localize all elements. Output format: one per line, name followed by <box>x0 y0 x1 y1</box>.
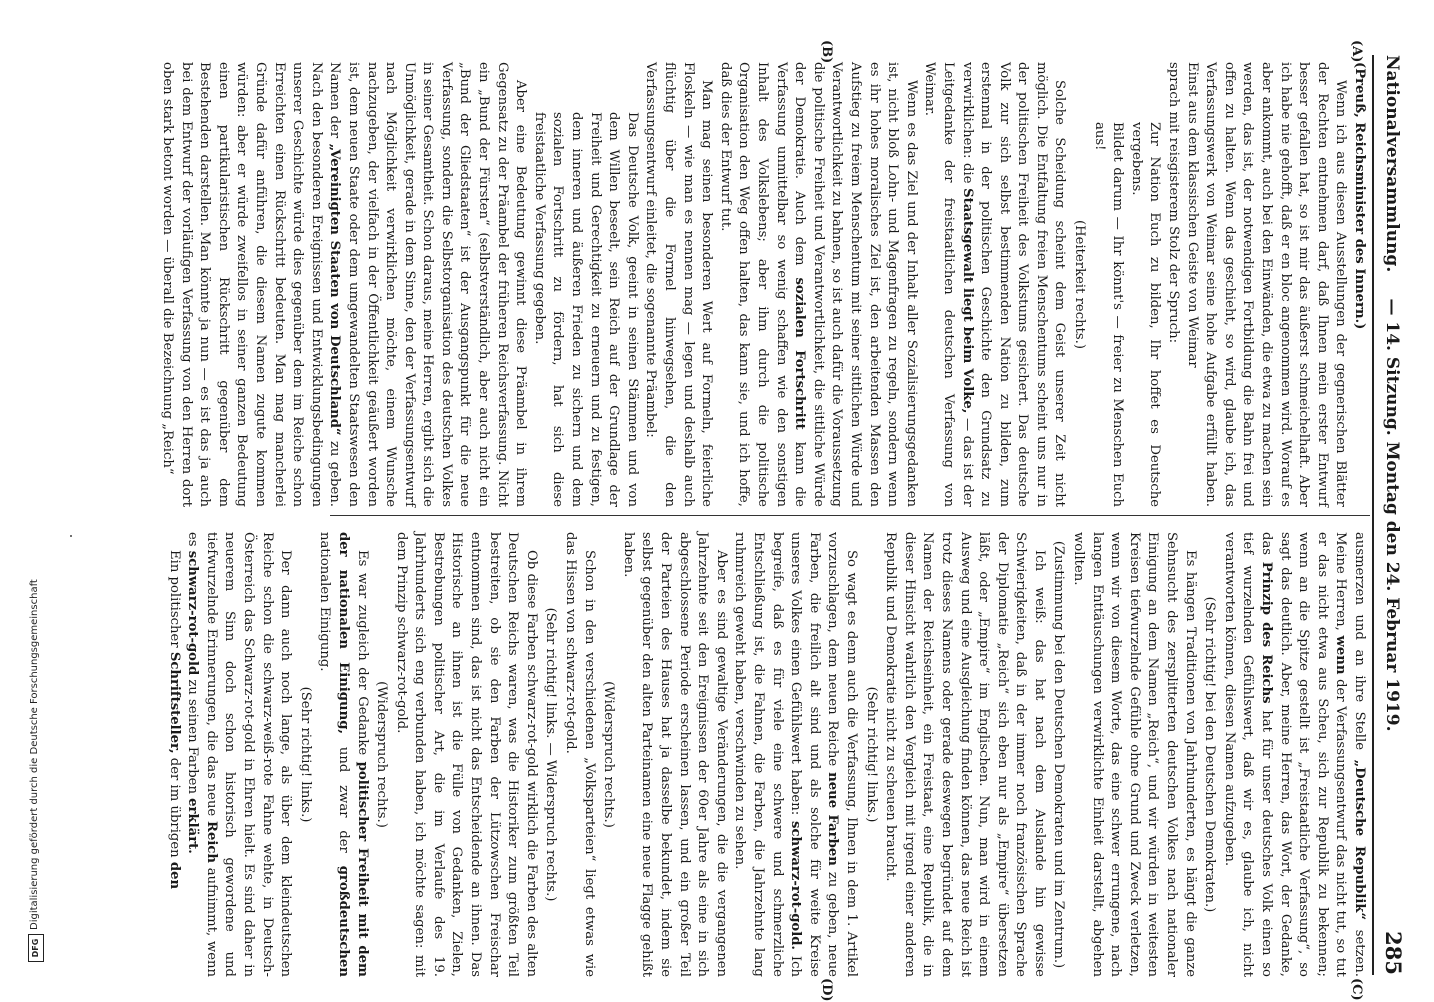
paragraph: Ob diese Farben schwarz-rot-gold wirklich die Farben des alten Deutschen Reichs waren, was die Historiker zum größten Teil bestreiten, ob sie den Farben der Lützowschen Freischar entnommen sind, das ist nicht das Entscheidende an ihnen. Das Historische an ihnen ist die Fülle von Gedanken, Zielen, Bestrebungen politischer Art, die im Verlaufe des 19. Jahrhunderts sich eng verbunden haben, ich möchte sagen: mit dem Prinzip schwarz-rot-gold. <box>393 532 539 977</box>
header-rule <box>1372 55 1374 975</box>
text-run: Solche Scheidung scheint dem Geist unserer Zeit nicht möglich. Die Entfaltung freien Menschentums scheint uns nur in der politischen Freiheit des Volkstums gesichert. Das deutsche Volk zur sich selbst bestimmenden Nation zu bilden, zum erstenmal in der politischen Geschichte den Grundsatz zu verwirklichen: die <box>959 62 1068 507</box>
paragraph <box>183 532 295 977</box>
paragraph: Wenn ich aus diesen Ausstellungen der gegnerischen Blätter der Rechten entnehmen darf, daß Ihnen mein erster Entwurf besser gefallen hat, so ist mir das äußerst schmeichelhaft. Aber ich habe nie gehofft, daß er en bloc angenommen wird. Worauf es aber ankommt, auch bei den Einwänden, die etwa zu machen sein werden, das ist, der notwendigen Fortbildung die Bahn frei und offen zu halten. Wenn das geschieht, so wird, glaube ich, das Verfassungswerk von Weimar seine hohe Aufgabe erfüllt haben. Einst aus dem klassischen Geiste von Weimar <box>1184 62 1349 507</box>
bold-text: Schriftsteller, <box>166 651 182 754</box>
preamble-quote: Das Deutsche Volk, geeint in seinen Stämmen und von dem Willen beseelt, sein Reich auf der Grundlage der Freiheit und Gerechtigkeit zu erneuern und zu festigen, dem inneren und äußeren Frieden zu sichern und dem sozialen Fortschritt zu fördern, hat sich diese freistaatliche Verfassung gegeben. <box>531 112 640 507</box>
text-run: kann die Verfassung unmittelbar so wenig schaffen wie den sonstigen Inhalt des Volkslebens; aber ihm durch die politische Organisation den Weg offen halten, das kann sie, und ich hoffe, daß dies der Entwurf tut. <box>717 62 808 507</box>
motto-line: Zur Nation Euch zu bilden, Ihr hoffet es Deutsche vergebens. <box>1128 122 1163 507</box>
page-number: 285 <box>1381 931 1406 975</box>
text-run: Ich begreife, daß es für viele eine schwere und schmerzliche Entschließung ist, die Fahnen, die Farben, die Jahrzehnte lang ruhmreich geweht haben, verschwinden zu sehen. <box>732 532 804 977</box>
speaker-line: (Preuß, Reichsminister des Innern.) <box>1352 62 1367 330</box>
interjection: (Sehr richtig! links.) <box>863 686 879 823</box>
interjection: (Sehr richtig! links. — Widerspruch rechts.) <box>543 607 559 902</box>
scan-speck <box>70 535 72 537</box>
bold-text: wenn <box>1333 635 1349 675</box>
margin-marker-d: (D) <box>819 978 834 1002</box>
bold-text: Staatsgewalt liegt beim Volke, <box>959 188 975 414</box>
motto-line: Bildet darum — Ihr könnt's — freier zu Menschen Euch aus! <box>1091 122 1126 507</box>
column-divider <box>330 515 1370 516</box>
paragraph <box>730 532 860 977</box>
text-run: Aber eine Bedeutung gewinnt diese Präambel in ihrem Gegensatz zu der Präambel der früheren Reichsverfassung. Nicht ein „Bund der Fürsten“ (selbstverständlich, aber auch nicht ein „Bund der Gliedstaaten“ ist der Ausgangspunkt für die neue Verfassung, sondern die Selbstorganisation des deutschen Volkes in seiner Gesamtheit. Schon daraus, meine Herren, ergibt sich die Unmöglichkeit, gerade in dem Sinne, den der Verfassungsentwurf nach Möglichkeit verwirklichen möchte, einem Wunsche nachzugeben, der vielfach in der Öffentlichkeit geäußert worden ist, dem neuen Staate oder dem umgewandelten Staatswesen den Namen der <box>327 62 529 507</box>
bold-text: erklärt. <box>185 798 201 854</box>
interjection: (Sehr richtig! bei den Deutschen Demokraten.) <box>1202 596 1218 913</box>
margin-marker-c: (C) <box>1349 978 1364 1001</box>
text-run: — das ist der Leitgedanke der freistaatlichen deutschen Verfassung von Weimar. <box>922 62 975 507</box>
text-run: und zwar der <box>335 746 351 853</box>
margin-marker-b: (B) <box>819 40 834 64</box>
paragraph <box>315 532 371 977</box>
paragraph: Aber es sind gewaltige Veränderungen, die die vergangenen Jahrzehnte seit den Ereignissen der 60er Jahre als eine in sich abgeschlossene Periode erscheinen lassen, und ein großer Teil der Parteien des Hauses hat ja dasselbe bekundet, indem sie selbst gegenüber den alten Parteinamen eine neue Flagge gehißt haben. <box>620 532 729 977</box>
margin-marker-a: (A) <box>1349 40 1364 63</box>
text-run: zu geben, neue Farben, die freilich alt sind und als solche für weite Kreise unseres Volkes einen Gefühlswert haben: <box>788 532 841 977</box>
text-run: Ein politischer <box>166 550 182 648</box>
interjection: (Heiterkeit rechts.) <box>1072 220 1088 349</box>
paragraph <box>1219 532 1368 977</box>
bold-text: schwarz-rot-gold. <box>788 821 804 951</box>
dfg-logo: DFG <box>28 934 44 962</box>
text-run: hat für unser deutsches Volk einen so tief wurzelnden Gefühlswert, daß wir es, glaube ich, nicht verantworten können, diesen Namen aufzugeben. <box>1221 532 1275 977</box>
text-run: Der dann auch noch lange, als über dem kleindeutschen Reiche schon die schwarz-weiß-rote Fahne wehte, in Deutsch-Österreich das Schwarz-rot-gold in Ehren hielt. Es sind daher in neuerem Sinn doch schon historisch gewordene und tiefwurzelnde Erinnerungen, die das neue <box>203 532 294 977</box>
bold-text: den <box>166 861 182 890</box>
bold-text: sozialen Fortschritt <box>792 277 808 430</box>
paragraph <box>164 532 183 977</box>
text-run: So wagt es denn auch die Verfassung, Ihnen in dem 1. Artikel vorzuschlagen, dem neuen Reiche <box>825 532 859 977</box>
left-column <box>160 62 1368 507</box>
text-run: Wenn es das Ziel und der Inhalt aller Sozialisierungsgedanken ist, nicht bloß Lohn- und Magenfragen zu regeln, sondern wenn es ihr hohes moralisches Ziel ist, den arbeitenden Massen den Aufstieg zu freiem Menschentum mit seiner sittlichen Würde und Verantwortlichkeit zu bahnen, so ist auch dafür die Voraussetzung die politische Freiheit und Verantwortlichkeit, die sittliche Würde der Demokratie. Auch dem <box>792 62 919 507</box>
digitization-credit <box>28 0 46 962</box>
text-run: Es war zugleich der Gedanke <box>354 550 370 756</box>
credit-text: Digitalisierung gefördert durch die Deutsche Forschungsgemeinschaft <box>29 579 40 930</box>
interjection: (Widerspruch rechts.) <box>601 681 617 828</box>
paragraph: Es hängen Traditionen von Jahrhunderten, es hängt die ganze Sehnsucht des zersplitterten deutschen Volkes nach nationaler Einigung an dem Namen „Reich“, und wir würden in weitesten Kreisen tiefwurzelnde Gefühle ohne Grund und Zweck verletzen, wenn wir von diesem Worte, das eine schwer errungene, nach langen Enttäuschungen verwirklichte Einheit darstellt, abgehen wollten. <box>1071 532 1198 977</box>
bold-text: Prinzip des Reichs <box>1259 561 1275 704</box>
paragraph <box>920 62 1069 507</box>
bold-text: „Deutsche Republik“ <box>1352 759 1367 921</box>
bold-text: „Vereinigten Staaten von Deutschland“ <box>327 143 343 436</box>
bold-text: großdeutschen <box>335 865 351 977</box>
paragraph: Ich weiß: das hat nach dem Auslande hin gewisse Schwierigkeiten, daß in der immer noch französischen Sprache der Diplomatie „Reich“ sich eben nur als „Empire“ übersetzen läßt, oder „Empire“ im Englischen. Nun, man wird in einem Ausweg und eine Ausgleichung finden können, das neue Reich ist trotz dieses Namens oder gerade deswegen begründet auf dem Namen der Reichseinheit, ein Freistaat, eine Republik, die in dieser Hinsicht wahrlich den Vergleich mit irgend einer anderen Republik und Demokratie nicht zu scheuen braucht. <box>883 532 1047 977</box>
running-header <box>1376 55 1406 975</box>
header-session: — 14. Sitzung. Montag den 24. Februar 1919. <box>1382 298 1402 732</box>
text-run: nationalen Einigung. <box>317 532 333 672</box>
bold-text: politischer Freiheit mit dem der nationalen Einigung, <box>335 532 370 977</box>
header-title: Nationalversammlung. <box>1382 55 1402 273</box>
interjection: (Sehr richtig! links.) <box>297 686 313 823</box>
text-run: ausmerzen und an ihre Stelle <box>1352 532 1367 751</box>
bold-text: neue Farben <box>825 772 841 866</box>
text-run: zu seinen Farben <box>185 679 201 794</box>
interjection: (Zustimmung bei den Deutschen Demokraten und im Zentrum.) <box>1051 540 1067 969</box>
paragraph: Schon in den verschiedenen „Volksparteien“ liegt etwas wie das Hissen von schwarz-rot-gold. <box>563 532 597 977</box>
interjection: (Widerspruch rechts.) <box>374 681 390 828</box>
text-run: zu geben. Nach den besonderen Ereignissen und Entwicklungsbedingungen unserer Geschichte würde dies gegenüber dem im Reiche schon Erreichten einen Rückschritt bedeuten. Man mag mancherlei Gründe dafür anführen, die diesem Namen zugute kommen würden: aber er würde zweifellos in seiner ganzen Bedeutung einen partikularistischen Rückschritt gegenüber dem Bestehenden darstellen. Man könnte ja nun — es ist das ja auch bei dem Entwurf der vorläufigen Verfassung von den Herren dort oben stark betont worden — überall die Bezeichnung „Reich“ <box>160 62 343 507</box>
paragraph <box>715 62 920 507</box>
bold-text: schwarz-rot-gold <box>185 550 201 676</box>
text-run: setzen. Meine Herren, <box>1333 532 1367 977</box>
paragraph: sprach mit reisgisterem Stolz der Spruch: <box>1166 62 1182 344</box>
text-run: der Verfassungsentwurf das nicht tut, so tut er das nicht etwa aus Scheu, sich zur Republik zu bekennen; wenn an die Spitze gestellt ist „Freistaatliche Verfassung“, so sagt das deutlich. Aber, meine Herren, das Wort, der Gedanke, das <box>1259 532 1349 977</box>
bold-text: Reich <box>203 821 219 863</box>
paragraph <box>157 62 529 507</box>
text-run: aufnimmt, wenn es <box>185 532 219 977</box>
right-column <box>166 532 1368 977</box>
text-run: der im übrigen <box>166 757 182 858</box>
paragraph: Man mag seinen besonderen Wert auf Formeln, feierliche Floskeln — wie man es nennen mag — legen und deshalb auch flüchtig über die Formel hinwegsehen, die den Verfassungsentwurf einleitet, die sogenannte Präambel: <box>643 62 715 507</box>
